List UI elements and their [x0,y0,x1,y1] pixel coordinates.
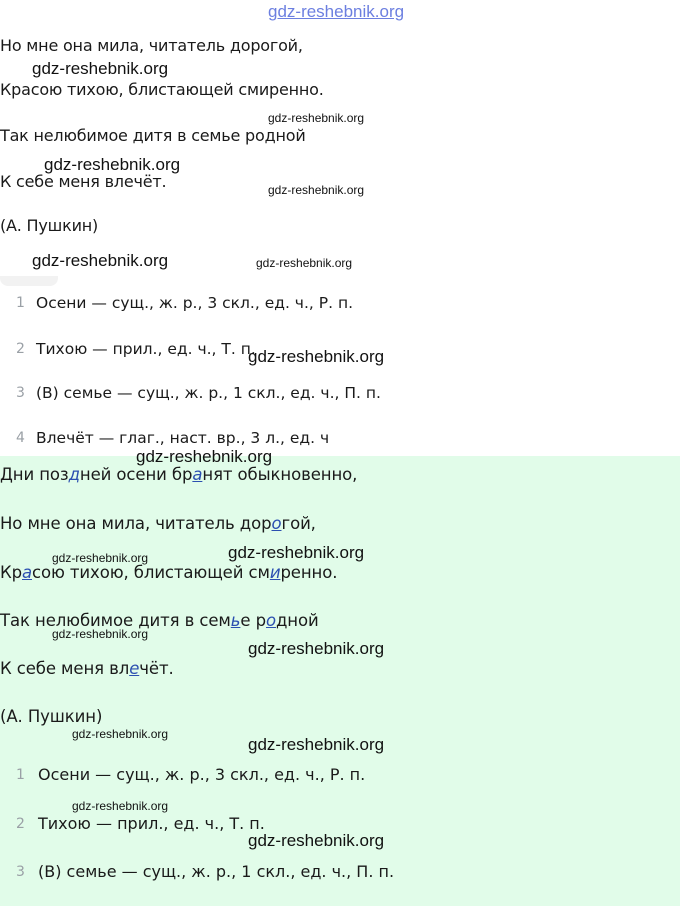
watermark: gdz-reshebnik.org [32,59,169,78]
list-number: 4 [16,430,25,446]
poem-line: Так нелюбимое дитя в семье родной [0,611,319,630]
watermark: gdz-reshebnik.org [72,727,169,741]
list-number: 1 [16,767,25,783]
watermark: gdz-reshebnik.org [248,831,385,850]
poem-line: Но мне она мила, читатель дорогой, [0,514,316,533]
list-item: Влечёт — глаг., наст. вр., 3 л., ед. ч [36,429,330,447]
watermark: gdz-reshebnik.org [52,627,149,641]
watermark: gdz-reshebnik.org [248,347,385,366]
watermark: gdz-reshebnik.org [136,447,273,466]
list-number: 1 [16,295,25,311]
watermark: gdz-reshebnik.org [248,639,385,658]
poem-author: (А. Пушкин) [0,216,99,235]
list-item: Тихою — прил., ед. ч., Т. п. [36,340,256,358]
watermark: gdz-reshebnik.org [72,799,169,813]
spelling-mark: а [22,563,33,582]
list-number: 2 [16,341,25,357]
spelling-mark: о [271,514,282,533]
watermark: gdz-reshebnik.org [228,543,365,562]
watermark: gdz-reshebnik.org [44,155,181,174]
poem-line: К себе меня влечёт. [0,172,167,191]
poem-line: Дни поздней осени бранят обыкновенно, [0,465,358,484]
poem-line: Красою тихою, блистающей смиренно. [0,563,338,582]
watermark: gdz-reshebnik.org [256,256,353,270]
poem-line: К себе меня влечёт. [0,659,174,678]
spelling-mark: и [269,563,281,582]
list-item: Осени — сущ., ж. р., 3 скл., ед. ч., Р. п. [36,294,354,312]
list-number: 3 [16,385,25,401]
poem-line: Так нелюбимое дитя в семье родной [0,126,306,145]
poem-line: Красою тихою, блистающей смиренно. [0,80,324,99]
tab-stub [0,276,58,286]
spelling-mark: о [265,611,276,630]
watermark-top-link: gdz-reshebnik.org [268,2,405,21]
spelling-mark: е [129,659,140,678]
watermark: gdz-reshebnik.org [268,183,365,197]
watermark: gdz-reshebnik.org [268,111,365,125]
spelling-mark: ь [230,611,241,630]
spelling-mark: а [192,465,203,484]
list-item: Тихою — прил., ед. ч., Т. п. [38,814,265,833]
poem-author: (А. Пушкин) [0,707,103,726]
list-number: 2 [16,816,25,832]
poem-line: Но мне она мила, читатель дорогой, [0,36,303,55]
list-item: (В) семье — сущ., ж. р., 1 скл., ед. ч., П. п. [38,862,395,881]
list-item: Осени — сущ., ж. р., 3 скл., ед. ч., Р. п. [38,765,366,784]
watermark: gdz-reshebnik.org [52,551,149,565]
watermark: gdz-reshebnik.org [248,735,385,754]
spelling-mark: д [68,465,80,484]
list-item: (В) семье — сущ., ж. р., 1 скл., ед. ч., П. п. [36,384,381,402]
list-number: 3 [16,864,25,880]
watermark: gdz-reshebnik.org [32,251,169,270]
